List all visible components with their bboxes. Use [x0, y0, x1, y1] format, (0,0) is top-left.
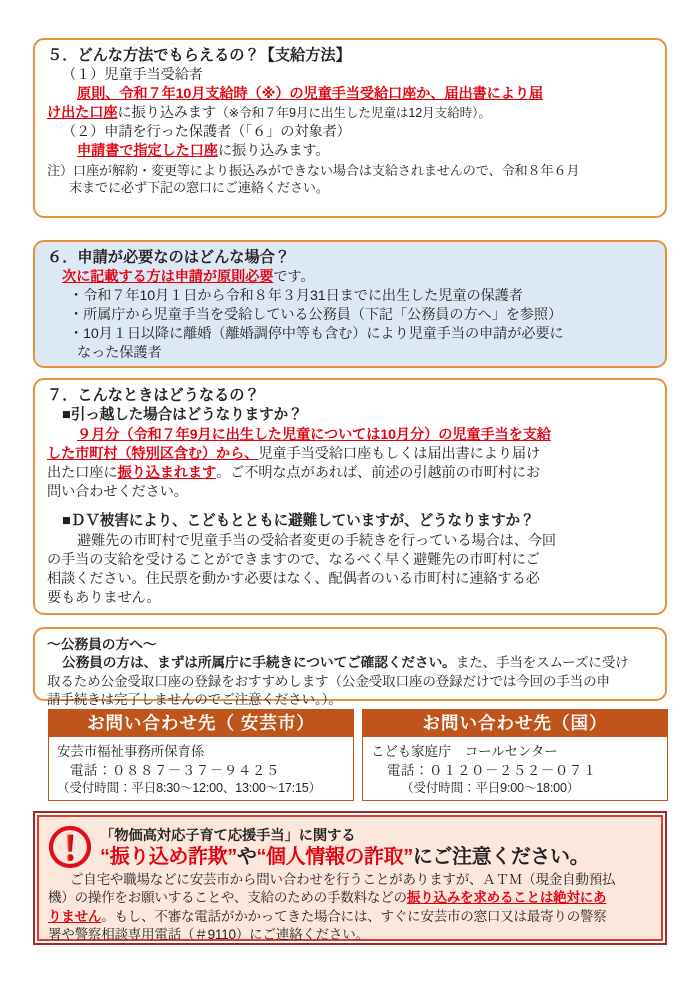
section-7-q1-line4: 問い合わせください。	[47, 484, 188, 500]
section-5-note-line1: 注）口座が解約・変更等により振込みができない場合は支給されませんので、令和８年６月	[47, 162, 580, 178]
koumuin-line1-bold: 公務員の方は、まずは所属庁に手続きについてご確認ください。	[62, 655, 456, 671]
fraud-warning-header-row	[48, 823, 651, 870]
koumuin-heading: ～公務員の方へ～	[47, 637, 157, 652]
fraud-warning-body-line3: りません。もし、不審な電話がかかってきた場合には、すぐに安芸市の窓口又は最寄りの警察	[48, 908, 607, 924]
fraud-warning-line2	[100, 845, 651, 870]
section-5-item2-label: （２）申請を行った保護者（「６」の対象者）	[62, 124, 351, 141]
section-7-q2-line2: の手当の支給を受けることができますので、なるべく早く避難先の市町村にご	[47, 551, 540, 568]
section-7-q2-line4: 要もありません。	[47, 589, 161, 606]
fraud-warning-body-line2: 機）の操作をお願いすることや、支給のための手数料などの振り込みを求めることは絶対にあ	[48, 890, 607, 906]
section-7-special-cases	[33, 378, 667, 615]
section-6-bullet: ・所属庁から児童手当を受給している公務員（下記「公務員の方へ」を参照）	[69, 307, 563, 324]
contact-national-body	[363, 737, 667, 798]
contact-city-tel[interactable]: 電話：０８８７－３７－９４２５	[70, 763, 280, 779]
fraud-warning-inner	[37, 815, 663, 941]
contact-box-city	[48, 709, 354, 801]
contact-city-org: 安芸市福祉事務所保育係	[57, 744, 205, 759]
section-7-q2-line1: 避難先の市町村で児童手当の受給者変更の手続きを行っている場合は、今回	[77, 532, 556, 549]
section-public-employees	[33, 627, 667, 707]
koumuin-line2: 取るため公金受取口座の登録をおすすめします（公金受取口座の登録だけでは今回の手当の申	[47, 673, 610, 689]
fraud-warning-titles	[100, 823, 651, 870]
fraud-warning-conj: や	[236, 846, 257, 868]
section-7-q1-line3: 出た口座に振り込まれます。ご不明な点があれば、前述の引越前の市町村にお	[47, 464, 541, 481]
section-6-bullet: ・10月１日以降に離婚（離婚調停中等も含む）により児童手当の申請が必要に	[69, 326, 564, 343]
exclamation-icon	[48, 825, 92, 869]
section-7-q1-title: ■引っ越した場合はどうなりますか？	[62, 407, 303, 424]
fraud-warning-box	[33, 811, 667, 945]
contact-national-org: こども家庭庁 コールセンター	[371, 744, 558, 759]
contact-box-national	[362, 709, 668, 801]
section-6-bullet-cont: なった保護者	[77, 345, 162, 362]
section-6-heading: ６．申請が必要なのはどんな場合？	[47, 249, 290, 266]
section-7-q1-line1: ９月分（令和７年9月に出生した児童については10月分）の児童手当を支給	[77, 426, 551, 443]
section-7-q2-line3: 相談ください。住民票を動かす必要はなく、配偶者のいる市町村に連絡する必	[47, 570, 540, 587]
section-6-who-must-apply	[33, 240, 667, 368]
section-7-q2-title: ■ＤＶ被害により、こどもとともに避難していますが、どうなりますか？	[62, 513, 535, 530]
contact-national-header: お問い合わせ先（国）	[363, 710, 667, 737]
contact-city-hours: （受付時間：平日8:30〜12:00、13:00〜17:15）	[57, 781, 321, 796]
section-5-note-line2: 末までに必ず下記の窓口にご連絡ください。	[69, 179, 329, 195]
koumuin-line3: 請手続きは完了しませんのでご注意ください。）。	[47, 691, 342, 707]
section-5-item1-red-line2: け出た口座に振り込みます（※令和７年9月に出生した児童は12月支給時）。	[47, 105, 491, 122]
section-5-heading: ５．どんな方法でもらえるの？【支給方法】	[47, 47, 351, 64]
fraud-warning-body-line4: 署や警察相談専用電話（＃9110）にご連絡ください。	[48, 927, 369, 943]
fraud-warning-body	[48, 871, 651, 944]
section-5-item2-red: 申請書で指定した口座に振り込みます。	[77, 143, 330, 160]
section-6-lead: 次に記載する方は申請が原則必要です。	[62, 269, 315, 286]
section-7-heading: ７．こんなときはどうなるの？	[47, 387, 260, 404]
koumuin-line1-rest: また、手当をスムーズに受け	[455, 655, 629, 671]
section-6-bullet: ・令和７年10月１日から令和８年３月31日までに出生した児童の保護者	[69, 288, 523, 305]
section-5-payment-method	[33, 38, 667, 218]
contact-city-header: お問い合わせ先（ 安芸市）	[49, 710, 353, 737]
fraud-warning-caution: にご注意ください。	[412, 846, 590, 868]
fraud-warning-term-1: “振り込め詐欺”	[100, 846, 237, 868]
fraud-warning-term-2: “個人情報の詐取”	[256, 846, 413, 868]
section-5-item1-label: （１）児童手当受給者	[62, 67, 203, 84]
fraud-warning-line1: 「物価高対応子育て応援手当」に関する	[100, 828, 356, 844]
section-5-item1-red-line1: 原則、令和７年10月支給時（※）の児童手当受給口座か、届出書により届	[77, 86, 543, 103]
contact-city-body	[49, 737, 353, 798]
section-7-q1-line2: した市町村（特別区含む）から、児童手当受給口座もしくは届出書により届け	[47, 445, 541, 462]
contact-national-hours: （受付時間：平日9:00〜18:00）	[401, 781, 580, 796]
fraud-warning-body-line1: ご自宅や職場などに安芸市から問い合わせを行うことがありますが、ＡＴＭ（現金自動預払	[70, 872, 616, 887]
contact-national-tel[interactable]: 電話：０１２０－２５２－０７１	[387, 763, 597, 779]
